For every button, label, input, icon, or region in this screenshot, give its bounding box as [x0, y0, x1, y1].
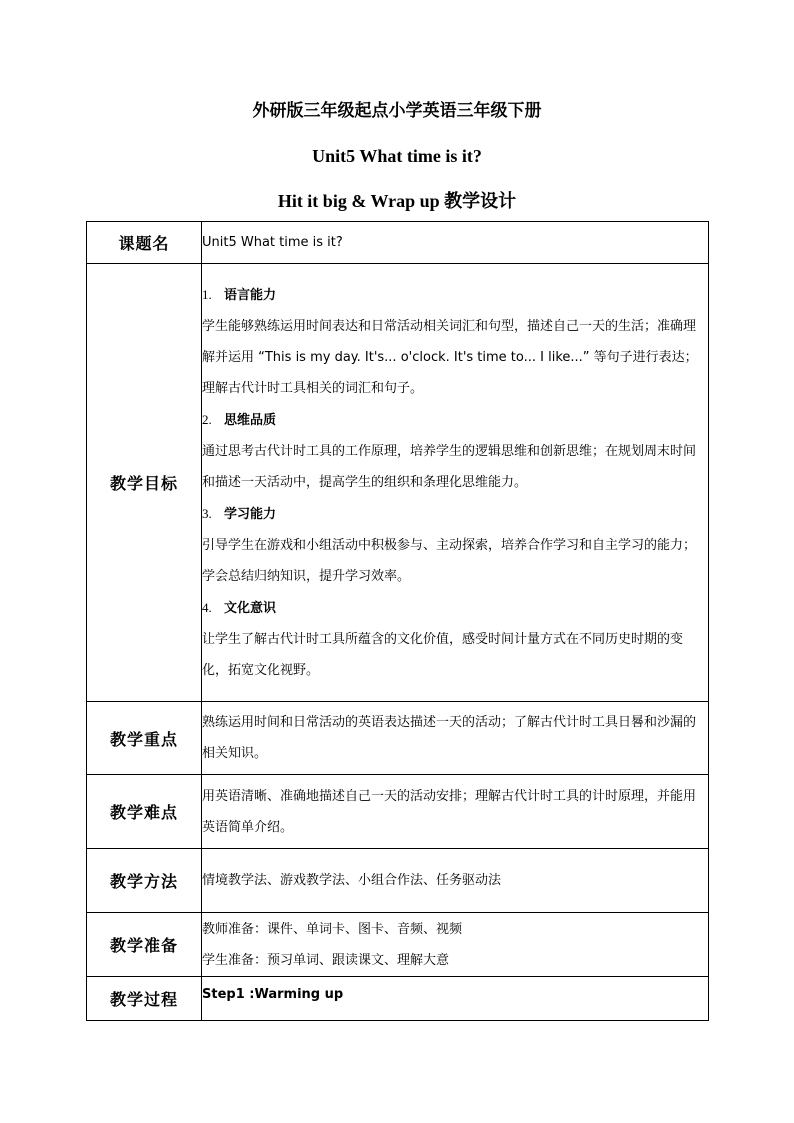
difficulties-label: 教学难点 [87, 775, 202, 849]
objectives-label: 教学目标 [87, 264, 202, 702]
document-titles [0, 100, 794, 212]
document-title: 外研版三年级起点小学英语三年级下册 [252, 101, 542, 121]
objectives-content [202, 264, 709, 702]
objective-number: 2. [202, 412, 212, 427]
row-key-points [87, 702, 709, 775]
objective-text: 通过思考古代计时工具的工作原理，培养学生的逻辑思维和创新思维；在规划周末时间和描述一天活动中，提高学生的组织和条理化思维能力。 [202, 444, 697, 490]
unit-title: Unit5 What time is it? [312, 146, 482, 166]
key-points-value: 熟练运用时间和日常活动的英语表达描述一天的活动；了解古代计时工具日晷和沙漏的相关知识。 [202, 702, 709, 775]
objective-heading [202, 498, 708, 530]
objective-number: 4. [202, 600, 212, 615]
process-step1: Step1 :Warming up [202, 977, 709, 1021]
row-process [87, 977, 709, 1021]
key-points-label: 教学重点 [87, 702, 202, 775]
lesson-plan-table [86, 221, 709, 1021]
difficulties-value: 用英语清晰、准确地描述自己一天的活动安排；理解古代计时工具的计时原理，并能用英语简单介绍。 [202, 775, 709, 849]
objective-text: 让学生了解古代计时工具所蕴含的文化价值，感受时间计量方式在不同历史时期的变化，拓宽文化视野。 [202, 632, 684, 678]
preparation-label: 教学准备 [87, 913, 202, 977]
methods-value: 情境教学法、游戏教学法、小组合作法、任务驱动法 [202, 849, 709, 913]
objective-number: 3. [202, 506, 212, 521]
objective-heading-text: 文化意识 [224, 601, 277, 616]
objective-number: 1. [202, 287, 212, 302]
process-label: 教学过程 [87, 977, 202, 1021]
methods-label: 教学方法 [87, 849, 202, 913]
row-methods [87, 849, 709, 913]
objective-text: 学生能够熟练运用时间表达和日常活动相关词汇和句型，描述自己一天的生活；准确理解并运用 “This is my day. It's... o'clock. It's time to... I like...” 等句子进行表达；理解古代计时工具相关的词汇和句子。 [202, 319, 698, 396]
objective-heading [202, 279, 708, 311]
objective-heading-text: 语言能力 [224, 288, 277, 303]
row-difficulties [87, 775, 709, 849]
row-preparation [87, 913, 709, 977]
preparation-content [202, 913, 709, 977]
objective-heading-text: 思维品质 [224, 413, 277, 428]
section-title: Hit it big & Wrap up 教学设计 [277, 191, 517, 211]
objective-heading-text: 学习能力 [224, 507, 277, 522]
topic-value: Unit5 What time is it? [202, 222, 709, 264]
objective-text: 引导学生在游戏和小组活动中积极参与、主动探索，培养合作学习和自主学习的能力；学会总结归纳知识，提升学习效率。 [202, 538, 697, 584]
student-preparation: 学生准备：预习单词、跟读课文、理解大意 [202, 952, 450, 968]
teacher-preparation: 教师准备：课件、单词卡、图卡、音频、视频 [202, 921, 463, 937]
objective-heading [202, 592, 708, 624]
objective-heading [202, 404, 708, 436]
row-objectives [87, 264, 709, 702]
row-topic [87, 222, 709, 264]
topic-label: 课题名 [87, 222, 202, 264]
